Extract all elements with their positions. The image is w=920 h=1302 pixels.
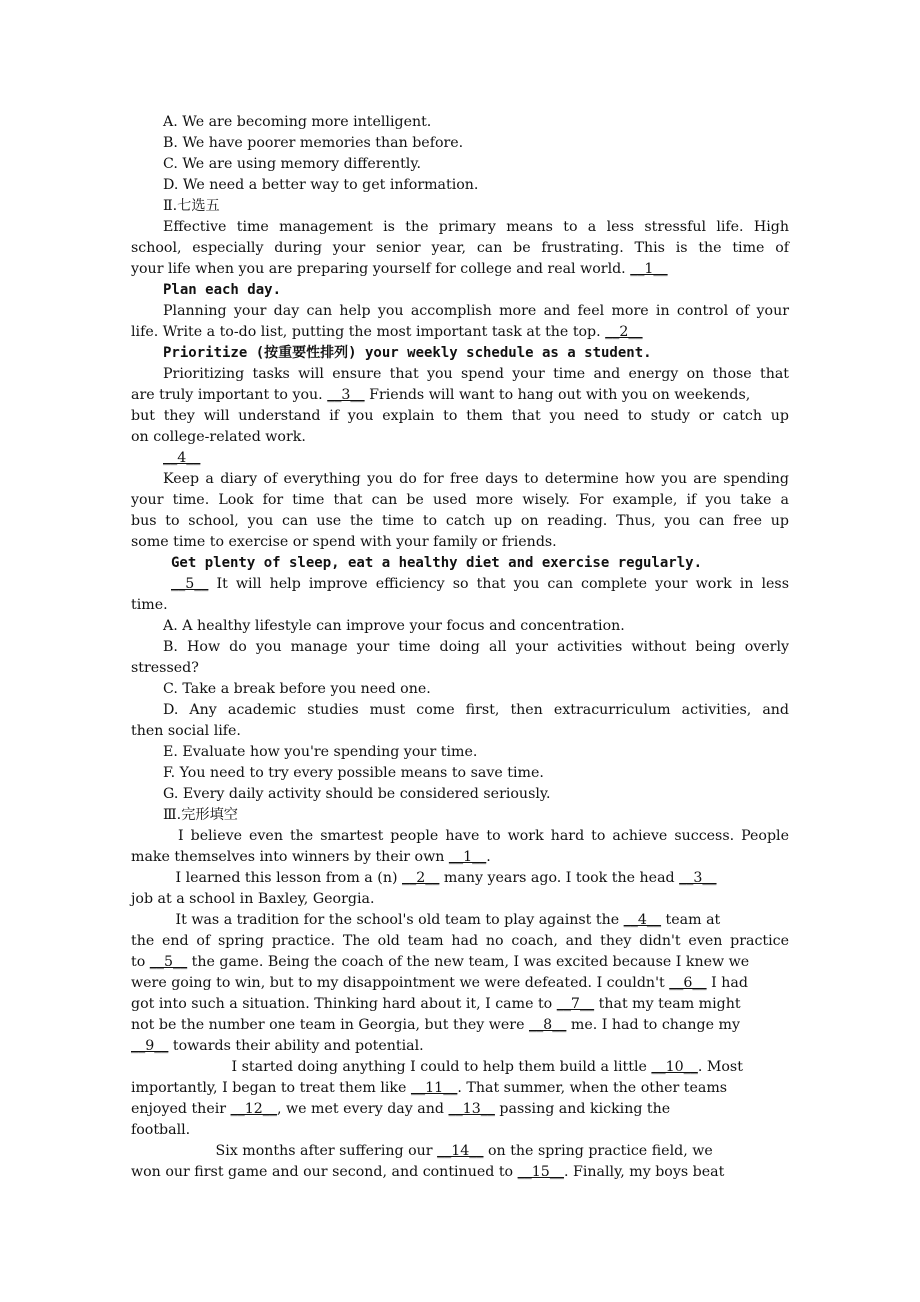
text-line: your time. Look for time that can be used more wisely. For example, if you take a: [131, 492, 789, 508]
option-line: C. Take a break before you need one.: [163, 681, 431, 697]
text-line: the end of spring practice. The old team had no coach, and they didn't even practice: [131, 933, 789, 949]
option-line: A. We are becoming more intelligent.: [163, 114, 432, 130]
text-line: I learned this lesson from a (n) __2__ many years ago. I took the head __3__: [171, 870, 717, 886]
text-line: are truly important to you. __3__ Friends will want to hang out with you on weekends,: [131, 387, 751, 403]
blank-1: __1__: [448, 849, 487, 865]
text-line: not be the number one team in Georgia, but they were __8__ me. I had to change my: [131, 1017, 740, 1033]
blank-13: __13__: [448, 1101, 495, 1117]
option-line: D. Any academic studies must come first, then extracurriculum activities, and: [163, 702, 789, 718]
text-line: your life when you are preparing yourself for college and real world. __1__: [131, 261, 668, 277]
text-line: life. Write a to-do list, putting the most important task at the top. __2__: [131, 324, 643, 340]
blank-3: __3__: [327, 387, 365, 403]
text-line: on college-related work.: [131, 429, 306, 445]
blank-14: __14__: [437, 1143, 484, 1159]
option-line: E. Evaluate how you're spending your time.: [163, 744, 478, 760]
text-line: bus to school, you can use the time to catch up on reading. Thus, you can free up: [131, 513, 789, 529]
blank-3: __3__: [679, 870, 717, 886]
blank-10: __10__: [651, 1059, 698, 1075]
text-line: were going to win, but to my disappointment we were defeated. I couldn't __6__ I had: [131, 975, 748, 991]
text-line: school, especially during your senior year, can be frustrating. This is the time of: [131, 240, 789, 256]
blank-11: __11__: [410, 1080, 458, 1096]
text-line: but they will understand if you explain to them that you need to study or catch up: [131, 408, 789, 424]
option-line: G. Every daily activity should be considered seriously.: [163, 786, 551, 802]
section-title: Ⅱ.七选五: [163, 198, 220, 214]
blank-7: __7__: [556, 996, 595, 1012]
blank-4: __4__: [623, 912, 662, 928]
text-line: got into such a situation. Thinking hard about it, I came to __7__ that my team might: [131, 996, 741, 1012]
heading: Plan each day.: [163, 282, 282, 298]
option-line: F. You need to try every possible means to save time.: [163, 765, 544, 781]
text-line: It was a tradition for the school's old team to play against the __4__ team at: [171, 912, 721, 928]
blank-1: __1__: [630, 261, 668, 277]
text-line: Six months after suffering our __14__ on the spring practice field, we: [211, 1143, 713, 1159]
heading: Get plenty of sleep, eat a healthy diet and exercise regularly.: [171, 555, 703, 571]
blank-4: __4__: [163, 450, 201, 466]
text-line: I believe even the smartest people have to work hard to achieve success. People: [171, 828, 789, 844]
section-title: Ⅲ.完形填空: [163, 807, 238, 823]
text-line: make themselves into winners by their own __1__.: [131, 849, 491, 865]
text-line: won our first game and our second, and continued to __15__. Finally, my boys beat: [131, 1164, 725, 1180]
blank-5: __5__: [149, 954, 188, 970]
blank-8: __8__: [528, 1017, 567, 1033]
blank-12: __12__: [230, 1101, 277, 1117]
text-line: some time to exercise or spend with your family or friends.: [131, 534, 557, 550]
blank-6: __6__: [669, 975, 707, 991]
option-line: A. A healthy lifestyle can improve your focus and concentration.: [163, 618, 625, 634]
text-line: football.: [131, 1122, 191, 1138]
option-line: stressed?: [131, 660, 199, 676]
text-line: Prioritizing tasks will ensure that you spend your time and energy on those that: [163, 366, 789, 382]
option-line: B. How do you manage your time doing all your activities without being overly: [163, 639, 789, 655]
option-line: then social life.: [131, 723, 241, 739]
text-line: time.: [131, 597, 168, 613]
text-line: __9__ towards their ability and potential.: [131, 1038, 424, 1054]
option-line: C. We are using memory differently.: [163, 156, 421, 172]
text-line: enjoyed their __12__, we met every day and __13__ passing and kicking the: [131, 1101, 671, 1117]
blank-2: __2__: [402, 870, 440, 886]
heading: Prioritize (按重要性排列) your weekly schedule as a student.: [163, 345, 652, 361]
blank-15: __15__: [517, 1164, 565, 1180]
text-line: __5__ It will help improve efficiency so that you can complete your work in less: [171, 576, 789, 592]
text-line: job at a school in Baxley, Georgia.: [131, 891, 375, 907]
blank-5: __5__: [171, 576, 209, 592]
blank-2: __2__: [605, 324, 643, 340]
option-line: D. We need a better way to get information.: [163, 177, 479, 193]
blank-9: __9__: [131, 1038, 169, 1054]
text-line: to __5__ the game. Being the coach of the new team, I was excited because I knew we: [131, 954, 750, 970]
text-line: Keep a diary of everything you do for free days to determine how you are spending: [163, 471, 789, 487]
option-line: B. We have poorer memories than before.: [163, 135, 464, 151]
text-line: Effective time management is the primary means to a less stressful life. High: [163, 219, 789, 235]
text-line: importantly, I began to treat them like __11__. That summer, when the other teams: [131, 1080, 728, 1096]
text-line: Planning your day can help you accomplish more and feel more in control of your: [163, 303, 789, 319]
text-line: I started doing anything I could to help them build a little __10__. Most: [227, 1059, 743, 1075]
